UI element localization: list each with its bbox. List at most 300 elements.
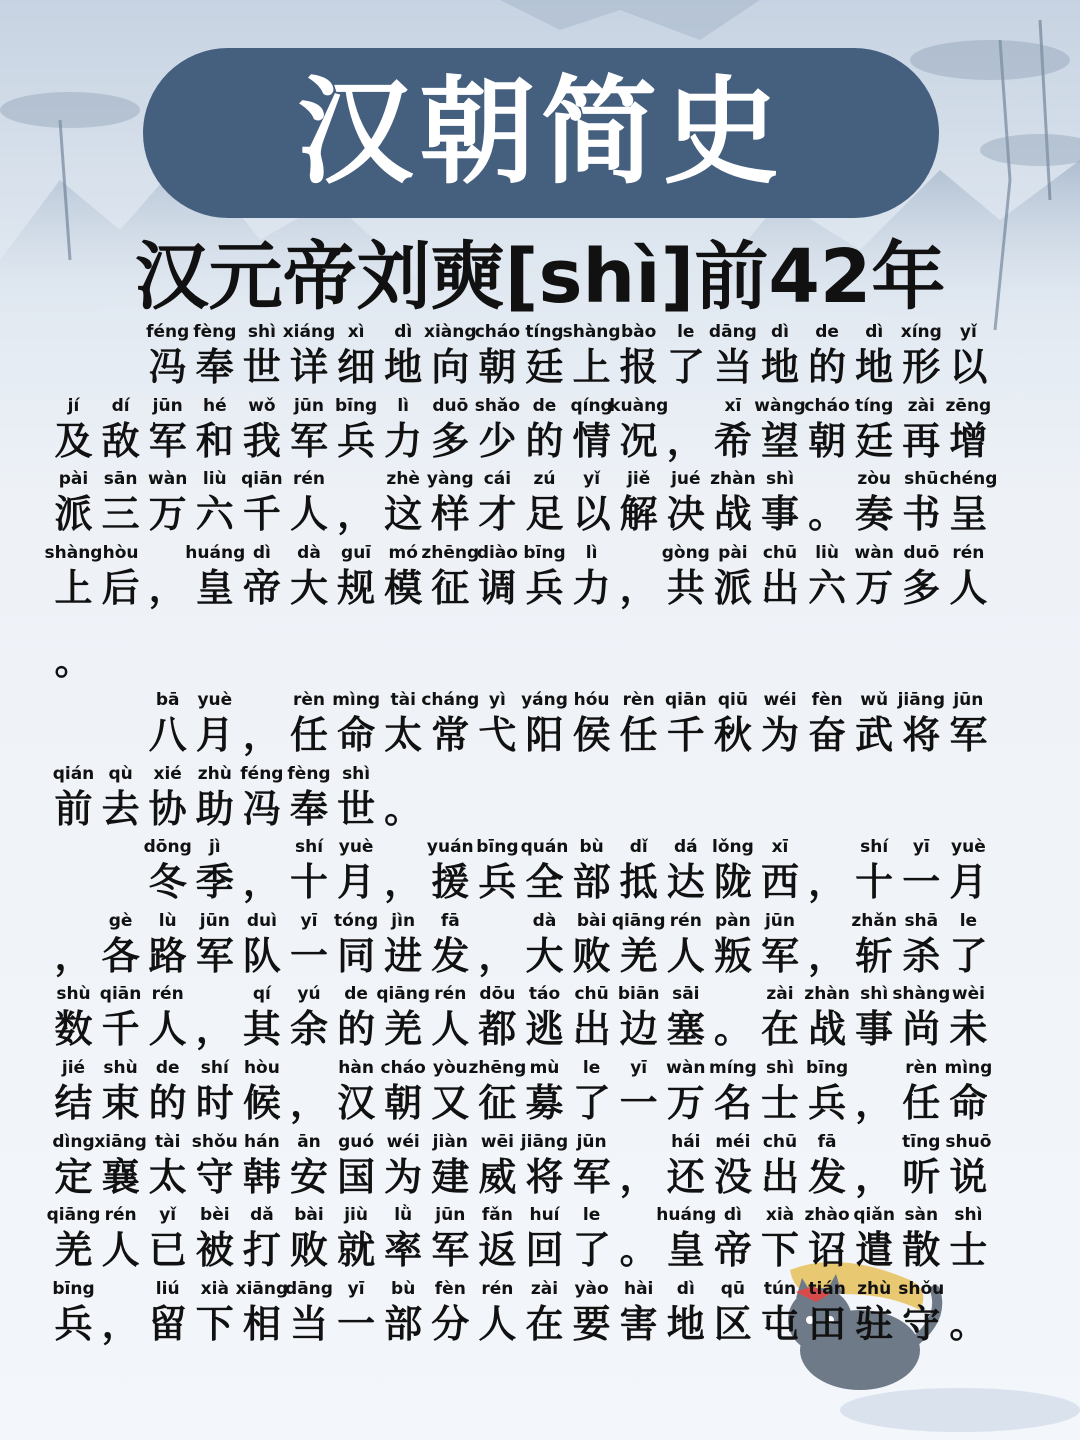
hanzi: 千 — [242, 492, 281, 537]
hanzi: 模 — [384, 565, 423, 610]
hanzi: 帝 — [242, 565, 281, 610]
ruby-char — [804, 1132, 851, 1206]
ruby-char — [333, 1205, 380, 1279]
ruby-char — [144, 984, 191, 1058]
ruby-char — [662, 543, 709, 617]
ruby-char — [709, 1279, 756, 1353]
ruby-char — [804, 543, 851, 617]
hanzi: 调 — [478, 565, 517, 610]
ruby-char — [804, 396, 851, 470]
hanzi: 月 — [949, 860, 988, 905]
hanzi: 决 — [666, 492, 705, 537]
page-title: 汉朝简史 — [297, 65, 785, 200]
hanzi: 万 — [666, 1081, 705, 1125]
hanzi: 书 — [902, 492, 941, 537]
pinyin: yào — [574, 1278, 609, 1299]
ruby-char — [709, 322, 756, 396]
hanzi: 束 — [101, 1081, 140, 1125]
pinyin: qiǎn — [853, 1205, 895, 1226]
hanzi: 上 — [54, 565, 93, 610]
hanzi: 和 — [195, 418, 234, 463]
ruby-char — [474, 911, 521, 985]
ruby-char — [851, 1279, 898, 1353]
hanzi: ， — [54, 933, 93, 978]
ruby-char — [898, 543, 945, 617]
pinyin: shí — [294, 837, 324, 858]
hanzi: ， — [289, 1081, 328, 1125]
pinyin: bīng — [476, 837, 519, 858]
ruby-char — [286, 764, 333, 838]
hanzi: 弋 — [478, 713, 517, 757]
pinyin: dìng — [52, 1131, 95, 1152]
ruby-char — [286, 837, 333, 911]
hanzi: 败 — [289, 1228, 328, 1273]
ruby-char — [656, 1205, 717, 1279]
pinyin: cháo — [804, 395, 850, 416]
ruby-char — [380, 764, 427, 838]
pinyin: méi — [715, 1131, 751, 1152]
pinyin: tíng — [855, 395, 894, 416]
hanzi: 。 — [384, 786, 423, 831]
ruby-char — [615, 322, 662, 396]
ruby-char — [286, 1058, 333, 1132]
ruby-char — [380, 469, 427, 543]
text-line — [0, 1058, 1080, 1132]
ruby-char — [568, 1205, 615, 1279]
hanzi: 力 — [572, 565, 611, 610]
ruby-char — [238, 469, 285, 543]
hanzi: 发 — [431, 933, 470, 978]
hanzi: 了 — [572, 1081, 611, 1125]
hanzi: 一 — [289, 933, 328, 978]
hanzi: 说 — [949, 1154, 988, 1199]
ruby-char — [468, 1058, 527, 1132]
pinyin: wàn — [854, 542, 894, 563]
hanzi: 皇 — [195, 565, 234, 610]
hanzi: 十 — [855, 860, 894, 905]
ruby-char — [568, 1132, 615, 1206]
pinyin: dì — [676, 1278, 695, 1299]
pinyin: hái — [671, 1131, 701, 1152]
ruby-char — [757, 1205, 804, 1279]
hanzi: 侯 — [572, 713, 611, 757]
pinyin: jūn — [293, 395, 325, 416]
ruby-char — [615, 1132, 662, 1206]
ruby-char — [191, 690, 238, 764]
ruby-char — [709, 984, 756, 1058]
ruby-char — [709, 690, 756, 764]
pinyin: zú — [533, 469, 556, 490]
ruby-char — [474, 322, 521, 396]
ruby-char — [851, 984, 898, 1058]
pinyin: rén — [481, 1278, 514, 1299]
ruby-char — [615, 1058, 662, 1132]
pinyin: zhàn — [804, 984, 850, 1005]
pinyin: wǒ — [248, 395, 276, 416]
pinyin: sàn — [904, 1205, 939, 1226]
hanzi: ， — [337, 492, 376, 537]
hanzi: 羌 — [384, 1007, 423, 1052]
hanzi: 地 — [666, 1301, 705, 1346]
ruby-char — [709, 1058, 756, 1132]
hanzi: 呈 — [949, 492, 988, 537]
ruby-char — [662, 837, 709, 911]
pinyin: bù — [579, 837, 604, 858]
pinyin: duì — [246, 910, 277, 931]
ruby-char — [851, 396, 898, 470]
pinyin: lù — [158, 910, 177, 931]
hanzi: 地 — [855, 345, 894, 389]
ruby-char — [804, 911, 851, 985]
hanzi: 要 — [572, 1301, 611, 1346]
pinyin: jūn — [152, 395, 183, 416]
pinyin: shí — [200, 1058, 229, 1078]
ruby-char — [757, 469, 804, 543]
hanzi: 常 — [431, 713, 470, 757]
hanzi: 定 — [54, 1154, 93, 1199]
ruby-char — [333, 984, 380, 1058]
hanzi: 斩 — [855, 933, 894, 978]
ruby-char — [144, 1279, 191, 1353]
hanzi: 力 — [384, 418, 423, 463]
pinyin: cháng — [421, 690, 480, 710]
pinyin: dì — [723, 1205, 742, 1226]
ruby-char — [662, 911, 709, 985]
pinyin: jūn — [764, 910, 796, 931]
ruby-char — [662, 1058, 709, 1132]
ruby-char — [50, 1058, 97, 1132]
pinyin: dāng — [708, 322, 757, 342]
ruby-char — [898, 322, 945, 396]
pinyin: dí — [111, 395, 130, 416]
hanzi: 在 — [525, 1301, 564, 1346]
ruby-char — [238, 690, 285, 764]
hanzi: 上 — [572, 345, 611, 389]
pinyin: qiān — [99, 984, 142, 1005]
ruby-char — [50, 1279, 97, 1353]
hanzi: 。 — [713, 1007, 752, 1052]
hanzi: 多 — [431, 418, 470, 463]
pinyin: shì — [342, 763, 371, 784]
pinyin: jué — [671, 469, 701, 490]
hanzi: 前 — [54, 786, 93, 831]
pinyin: dì — [252, 542, 271, 563]
ruby-char — [521, 911, 568, 985]
hanzi: 千 — [666, 713, 705, 757]
pinyin: zēng — [945, 395, 992, 416]
pinyin: chū — [574, 984, 609, 1005]
ruby-char — [238, 911, 285, 985]
hanzi: 时 — [195, 1081, 234, 1125]
hanzi: 增 — [949, 418, 988, 463]
hanzi: 阳 — [525, 713, 564, 757]
pinyin: hóu — [573, 690, 610, 710]
ruby-char — [851, 543, 898, 617]
ruby-char — [144, 911, 191, 985]
hanzi: 兵 — [478, 860, 517, 905]
hanzi: 下 — [760, 1228, 799, 1273]
pinyin: xì — [347, 322, 365, 342]
pinyin: pàn — [715, 910, 751, 931]
hanzi: 任 — [289, 713, 328, 757]
pinyin: le — [677, 322, 695, 342]
hanzi: 人 — [431, 1007, 470, 1052]
hanzi: 队 — [242, 933, 281, 978]
hanzi: 况 — [619, 418, 658, 463]
hanzi: ， — [478, 933, 517, 978]
hanzi: 叛 — [713, 933, 752, 978]
hanzi: 情 — [572, 418, 611, 463]
ruby-char — [427, 396, 474, 470]
hanzi: 分 — [431, 1301, 470, 1346]
hanzi: 塞 — [666, 1007, 705, 1052]
hanzi: 达 — [666, 860, 705, 905]
ruby-char — [521, 1279, 568, 1353]
ruby-char — [562, 322, 621, 396]
hanzi: 了 — [949, 933, 988, 978]
pinyin: xī — [771, 837, 789, 858]
hanzi: 区 — [713, 1301, 752, 1346]
ruby-char — [50, 1132, 97, 1206]
ruby-char — [191, 1205, 238, 1279]
ruby-char — [662, 469, 709, 543]
text-line — [0, 1132, 1080, 1206]
hanzi: 了 — [666, 345, 705, 389]
pinyin: zhè — [386, 469, 420, 490]
hanzi: 了 — [572, 1228, 611, 1273]
pinyin: zhù — [197, 763, 232, 784]
pinyin: dì — [394, 322, 413, 342]
ruby-char — [191, 322, 238, 396]
pinyin: shù — [56, 984, 91, 1005]
hanzi: 人 — [289, 492, 328, 537]
ruby-char — [945, 837, 992, 911]
hanzi: 样 — [431, 492, 470, 537]
ruby-char — [851, 1058, 898, 1132]
pinyin: yú — [297, 984, 321, 1005]
pinyin: dá — [673, 837, 698, 858]
pinyin: le — [959, 910, 978, 931]
ruby-char — [286, 911, 333, 985]
hanzi: 人 — [101, 1228, 140, 1273]
hanzi: 奉 — [289, 786, 328, 831]
hanzi: 地 — [384, 345, 423, 389]
hanzi: 人 — [666, 933, 705, 978]
text-line — [0, 764, 1080, 838]
hanzi: 秋 — [713, 713, 752, 757]
hanzi: 详 — [289, 345, 328, 389]
ruby-char — [238, 322, 285, 396]
pinyin: wèi — [951, 984, 985, 1005]
hanzi: 军 — [431, 1228, 470, 1273]
hanzi: ， — [195, 1007, 234, 1052]
hanzi: 将 — [902, 713, 941, 757]
hanzi: 。 — [54, 639, 93, 684]
pinyin: zài — [530, 1278, 559, 1299]
pinyin: jí — [67, 395, 80, 416]
hanzi: 及 — [54, 418, 93, 463]
pinyin: bèi — [200, 1205, 230, 1226]
ruby-char — [144, 1205, 191, 1279]
ruby-char — [804, 984, 851, 1058]
hanzi: 再 — [902, 418, 941, 463]
hanzi: 兵 — [808, 1081, 847, 1125]
hanzi: 边 — [619, 1007, 658, 1052]
hanzi: ， — [855, 1154, 894, 1199]
ruby-char — [50, 764, 97, 838]
pinyin: zhēng — [468, 1058, 527, 1078]
hanzi: 帝 — [713, 1228, 752, 1273]
hanzi: 人 — [949, 565, 988, 610]
ruby-char — [804, 469, 851, 543]
ruby-char — [474, 1205, 521, 1279]
pinyin: sāi — [672, 984, 700, 1005]
ruby-char — [380, 396, 427, 470]
ruby-char — [50, 616, 97, 690]
pinyin: yǐ — [583, 469, 601, 490]
pinyin: de — [344, 984, 368, 1005]
pinyin: shā — [904, 910, 939, 931]
ruby-char — [144, 1058, 191, 1132]
pinyin: wàn — [666, 1058, 706, 1078]
ruby-char — [97, 764, 144, 838]
hanzi: 足 — [525, 492, 564, 537]
pinyin: xiāng — [235, 1278, 289, 1299]
pinyin: rén — [434, 984, 467, 1005]
hanzi: 十 — [289, 860, 328, 905]
pinyin: liù — [815, 542, 839, 563]
pinyin: rén — [669, 910, 702, 931]
hanzi: 战 — [713, 492, 752, 537]
pinyin: jiāng — [520, 1131, 569, 1152]
pinyin: hài — [623, 1278, 654, 1299]
pinyin: guó — [338, 1131, 375, 1152]
hanzi: ， — [242, 713, 281, 757]
ruby-char — [898, 1205, 945, 1279]
hanzi: 廷 — [525, 345, 564, 389]
ruby-char — [191, 469, 238, 543]
hanzi: 下 — [195, 1301, 234, 1346]
pinyin: tóng — [334, 910, 379, 931]
pinyin: qiāng — [376, 984, 431, 1005]
ruby-char — [380, 1132, 427, 1206]
ruby-char — [427, 911, 474, 985]
pinyin: huí — [529, 1205, 560, 1226]
hanzi: 汉 — [337, 1081, 376, 1125]
ruby-char — [97, 1279, 144, 1353]
hanzi: 当 — [713, 345, 752, 389]
hanzi: ， — [384, 860, 423, 905]
ruby-char — [286, 543, 333, 617]
hanzi: 八 — [148, 713, 187, 757]
pinyin: tài — [390, 690, 416, 710]
pinyin: xiāng — [94, 1131, 147, 1152]
hanzi: 一 — [619, 1081, 658, 1125]
pinyin: féng — [240, 763, 284, 784]
ruby-char — [97, 1205, 144, 1279]
pinyin: rén — [292, 469, 326, 490]
text-line — [0, 984, 1080, 1058]
ruby-char — [474, 543, 521, 617]
ruby-char — [945, 1279, 992, 1353]
hanzi: 共 — [666, 565, 705, 610]
ruby-char — [662, 322, 709, 396]
pinyin: hé — [202, 395, 227, 416]
ruby-char — [421, 690, 480, 764]
hanzi: 未 — [949, 1007, 988, 1052]
hanzi: 皇 — [666, 1228, 705, 1273]
ruby-char — [521, 1205, 568, 1279]
hanzi: 遣 — [855, 1228, 894, 1273]
pinyin: mìng — [332, 690, 380, 710]
pinyin: xiáng — [282, 322, 336, 342]
hanzi: 这 — [384, 492, 423, 537]
ruby-char — [662, 690, 709, 764]
pinyin: mó — [388, 542, 418, 563]
hanzi: 就 — [337, 1228, 376, 1273]
pinyin: yàng — [426, 469, 474, 490]
hanzi: 奏 — [855, 492, 894, 537]
hanzi: 以 — [949, 345, 988, 389]
hanzi: 回 — [525, 1228, 564, 1273]
hanzi: 后 — [101, 565, 140, 610]
pinyin: féng — [146, 322, 190, 342]
hanzi: ， — [808, 860, 847, 905]
ruby-char — [898, 837, 945, 911]
ruby-char — [380, 1058, 427, 1132]
pinyin: huáng — [656, 1205, 717, 1226]
pinyin: qián — [52, 763, 95, 784]
ruby-char — [898, 690, 945, 764]
pinyin: rèn — [905, 1058, 938, 1078]
hanzi: 陇 — [713, 860, 752, 905]
pinyin: shí — [860, 837, 889, 858]
ruby-char — [615, 543, 662, 617]
pinyin: xié — [153, 763, 182, 784]
pinyin: huáng — [185, 542, 246, 563]
ruby-char — [144, 396, 191, 470]
ruby-char — [144, 469, 191, 543]
pinyin: tīng — [902, 1131, 941, 1152]
ruby-char — [286, 984, 333, 1058]
ruby-char — [615, 1279, 662, 1353]
hanzi: 细 — [337, 345, 376, 389]
pinyin: jūn — [576, 1131, 607, 1152]
hanzi: 驻 — [855, 1301, 894, 1346]
hanzi: 助 — [195, 786, 234, 831]
ruby-char — [97, 1058, 144, 1132]
pinyin: fā — [440, 910, 460, 931]
pinyin: jìn — [391, 910, 416, 931]
hanzi: 太 — [384, 713, 423, 757]
ruby-char — [521, 984, 568, 1058]
pinyin: yuè — [197, 690, 233, 710]
pinyin: de — [532, 395, 557, 416]
hanzi: 余 — [289, 1007, 328, 1052]
pinyin: jié — [61, 1058, 86, 1078]
pinyin: tún — [763, 1278, 797, 1299]
hanzi: 去 — [101, 786, 140, 831]
pinyin: pài — [58, 469, 89, 490]
hanzi: 同 — [337, 933, 376, 978]
ruby-char — [333, 469, 380, 543]
pinyin: jūn — [953, 690, 984, 710]
hanzi: 散 — [902, 1228, 941, 1273]
pinyin: fèn — [811, 690, 843, 710]
hanzi: ， — [619, 565, 658, 610]
text-line — [0, 1279, 1080, 1353]
ruby-char — [427, 837, 474, 911]
